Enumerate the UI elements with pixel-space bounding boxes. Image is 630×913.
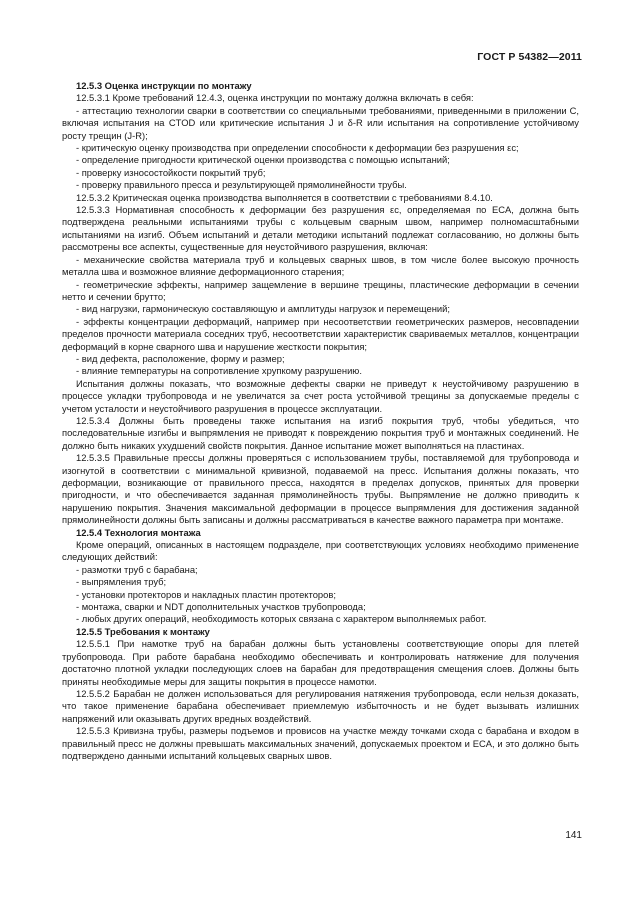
list-item: - эффекты концентрации деформаций, например при несоответствии геометрических размеров, несовпадении пределов прочности материала соседних труб, несоответствии характеристик свариваемых металлов, концентрации деформаций в корне сварного шва и нарушение жесткости покрытия;: [62, 315, 579, 352]
list-item: - аттестацию технологии сварки в соответствии со специальными требованиями, приведенными в приложении C, включая испытания на CTOD или критические испытания J и δ-R или испытания на сопротивление устойчивому росту трещин (J-R);: [62, 104, 579, 141]
paragraph: 12.5.3.1 Кроме требований 12.4.3, оценка инструкции по монтажу должна включать в себя:: [76, 92, 474, 104]
page-number: 141: [565, 830, 582, 841]
paragraph: 12.5.3.3 Нормативная способность к деформации без разрушения εc, определяемая по ECA, должна быть подтверждена реальными испытаниями трубы с кольцевым сварным швом, например полномасштабными испытаниями на изгиб. Объем испытаний и детали методики испытаний подлежат согласованию, но должны быть рассмотрены все аспекты, существенные для неустойчивого разрушения, включая:: [62, 204, 579, 253]
paragraph: Испытания должны показать, что возможные дефекты сварки не приведут к неустойчивому разрушению в процессе укладки трубопровода и не увеличатся за счет роста устойчивой трещины за допускаемые пределы с учетом усталости и неустойчивого разрушения в процессе эксплуатации.: [62, 377, 579, 414]
list-item: - геометрические эффекты, например защемление в вершине трещины, пластические деформации в сечении нетто и сечении брутто;: [62, 278, 579, 302]
list-item: - любых других операций, необходимость которых связана с характером выполняемых работ.: [76, 613, 487, 625]
list-item: - критическую оценку производства при определении способности к деформации без разрушения εc;: [76, 142, 519, 154]
list-item: - влияние температуры на сопротивление хрупкому разрушению.: [76, 365, 362, 377]
list-item: - вид дефекта, расположение, форму и размер;: [76, 352, 285, 364]
document-body: [62, 80, 579, 762]
list-item: - проверку правильного пресса и результирующей прямолинейности трубы.: [76, 179, 407, 191]
list-item: - определение пригодности критической оценки производства с помощью испытаний;: [76, 154, 450, 166]
section-heading: 12.5.4 Технология монтажа: [76, 526, 201, 538]
list-item: - установки протекторов и накладных пластин протекторов;: [76, 588, 336, 600]
section-heading: 12.5.3 Оценка инструкции по монтажу: [76, 80, 252, 91]
list-item: - монтажа, сварки и NDT дополнительных участков трубопровода;: [76, 601, 366, 613]
paragraph: Кроме операций, описанных в настоящем подразделе, при соответствующих условиях необходимо применение следующих действий:: [62, 539, 579, 563]
paragraph: 12.5.5.2 Барабан не должен использоваться для регулирования натяжения трубопровода, если нельзя доказать, что такое применение барабана обеспечивает приемлемую избыточность и не будет вызывать излишних напряжений или оказывать других вредных воздействий.: [62, 687, 579, 724]
list-item: - размотки труб с барабана;: [76, 563, 198, 575]
paragraph: 12.5.3.2 Критическая оценка производства выполняется в соответствии с требованиями 8.4.10.: [76, 191, 493, 203]
section-heading: 12.5.5 Требования к монтажу: [76, 625, 210, 637]
paragraph: 12.5.3.4 Должны быть проведены также испытания на изгиб покрытия труб, чтобы убедиться, что последовательные изгибы и выпрямления не приводят к повреждению покрытия труб и монтажных соединений. Не должно быть никаких ухудшений свойств покрытия. Данное испытание может выполняться на пластинах.: [62, 414, 579, 451]
list-item: - проверку износостойкости покрытий труб;: [76, 166, 266, 178]
paragraph: 12.5.5.1 При намотке труб на барабан должны быть установлены соответствующие опоры для плетей трубопровода. При работе барабана необходимо обеспечивать и контролировать натяжение для получения достаточно плотной укладки последующих слоев на барабан для предотвращения смещения слоев. Должны быть приняты необходимые меры для защиты покрытия в процессе намотки.: [62, 638, 579, 687]
paragraph: 12.5.5.3 Кривизна трубы, размеры подъемов и провисов на участке между точками схода с барабана и входом в правильный пресс не должны превышать максимальных значений, допускаемых проектом и ECA, и это должно быть подтверждено данными испытаний кольцевых сварных швов.: [62, 725, 579, 761]
list-item: - вид нагрузки, гармоническую составляющую и амплитуды нагрузок и перемещений;: [76, 303, 450, 315]
list-item: - механические свойства материала труб и кольцевых сварных швов, в том числе более высокую прочность металла шва и возможное влияние деформационного старения;: [62, 253, 579, 278]
list-item: - выпрямления труб;: [76, 576, 167, 588]
document-header: ГОСТ Р 54382—2011: [477, 51, 582, 63]
paragraph: 12.5.3.5 Правильные прессы должны проверяться с использованием трубы, поставляемой для трубопровода и изогнутой в соответствии с минимальной кривизной, подаваемой на пресс. Испытания должны показать, что деформации, возникающие от правильного пресса, находятся в пределах допусков, принятых для проверки пригодности, и что обеспечивается заданная прямолинейность трубы. Выпрямление не должно приводить к нарушению покрытия. Значения максимальной деформации в процессе выпрямления для достижения заданной прямолинейности должны быть записаны и должны рассматриваться в качестве важного параметра при монтаже.: [62, 452, 579, 526]
